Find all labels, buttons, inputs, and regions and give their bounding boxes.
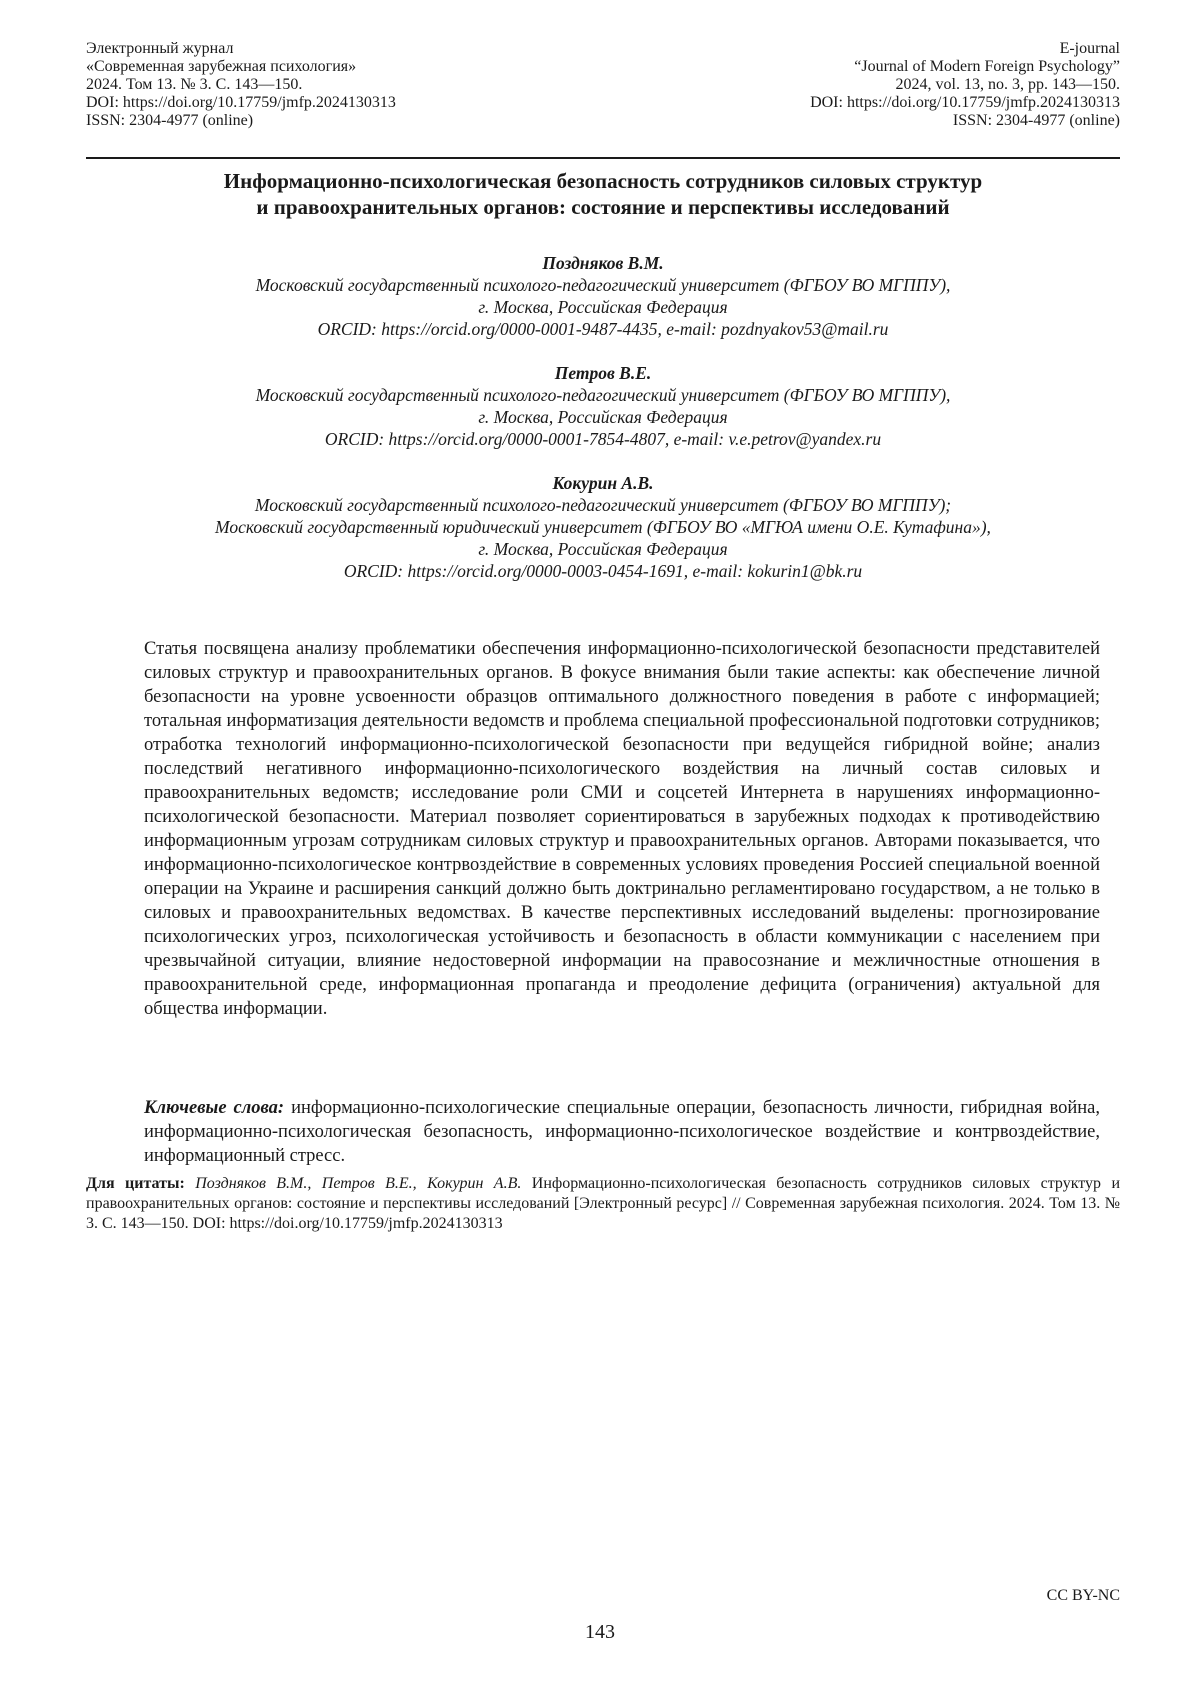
author-location: г. Москва, Российская Федерация: [478, 539, 728, 559]
title-line: Информационно-психологическая безопасность сотрудников силовых структур: [223, 169, 983, 193]
author-affiliation: Московский государственный психолого-педагогический университет (ФГБОУ ВО МГППУ);: [254, 495, 952, 515]
header-left-line: 2024. Том 13. № 3. С. 143—150.: [86, 76, 303, 93]
header-left-line: «Современная зарубежная психология»: [86, 58, 357, 75]
keywords-text: информационно-психологические специальные операции, безопасность личности, гибридная война, информационно-психологическая безопасность, информационно-психологическое воздействие и контрвоздействие, информационный стресс.: [144, 1098, 1100, 1166]
keywords-label: Ключевые слова:: [144, 1098, 285, 1118]
license-label: CC BY-NC: [1046, 1587, 1120, 1604]
header-right-english: [810, 40, 1120, 130]
author-block: [86, 362, 1120, 450]
header-left-doi[interactable]: DOI: https://doi.org/10.17759/jmfp.2024130313: [86, 94, 396, 111]
header-divider: [86, 157, 1120, 159]
author-name: Поздняков В.М.: [542, 253, 664, 273]
header-right-line: E-journal: [1059, 40, 1120, 57]
abstract-text: Статья посвящена анализу проблематики обеспечения информационно-психологической безопасности представителей силовых структур и правоохранительных органов. В фокусе внимания были такие аспекты: как обеспечение личной безопасности на уровне усвоенности образцов оптимального должностного поведения в работе с информацией; тотальная информатизация деятельности ведомств и проблема специальной профессиональной подготовки сотрудников; отработка технологий информационно-психологической безопасности при ведущейся гибридной войне; анализ последствий негативного информационно-психологического воздействия на личный состав силовых и правоохранительных ведомств; исследование роли СМИ и соцсетей Интернета в нарушениях информационно-психологической безопасности. Материал позволяет сориентироваться в зарубежных подходах к противодействию информационным угрозам сотрудникам силовых структур и правоохранительных органов. Авторами показывается, что информационно-психологическое контрвоздействие в современных условиях проведения Россией специальной военной операции на Украине и расширения санкций должно быть доктринально регламентировано государством, а не только в силовых и правоохранительных ведомствах. В качестве перспективных исследований выделены: прогнозирование психологических угроз, психологическая устойчивость и безопасность в области коммуникации с населением при чрезвычайной ситуации, влияние недостоверной информации на правосознание и межличностные отношения в правоохранительной среде, информационная пропаганда и преодоление дефицита (ограничения) актуальной для общества информации.: [144, 639, 1100, 1019]
authors-section: [86, 252, 1120, 604]
author-contact[interactable]: ORCID: https://orcid.org/0000-0003-0454-1691, e-mail: kokurin1@bk.ru: [343, 561, 863, 581]
header-left-russian: [86, 40, 396, 130]
author-affiliation: Московский государственный юридический университет (ФГБОУ ВО «МГЮА имени О.Е. Кутафина»),: [215, 517, 991, 537]
keywords: [144, 1096, 1100, 1168]
citation-label: Для цитаты:: [86, 1175, 185, 1192]
author-name: Кокурин А.В.: [552, 473, 654, 493]
header-right-line: 2024, vol. 13, no. 3, pp. 143—150.: [895, 76, 1120, 93]
header-right-line: “Journal of Modern Foreign Psychology”: [854, 58, 1120, 75]
citation: [86, 1174, 1120, 1234]
author-affiliation: Московский государственный психолого-педагогический университет (ФГБОУ ВО МГППУ),: [255, 385, 951, 405]
author-block: [86, 252, 1120, 340]
author-name: Петров В.Е.: [554, 363, 652, 383]
header-left-line: Электронный журнал: [86, 40, 234, 57]
header-left-line: ISSN: 2304-4977 (online): [86, 112, 254, 129]
author-affiliation: Московский государственный психолого-педагогический университет (ФГБОУ ВО МГППУ),: [255, 275, 951, 295]
abstract: [144, 637, 1100, 1021]
author-contact[interactable]: ORCID: https://orcid.org/0000-0001-7854-4807, e-mail: v.e.petrov@yandex.ru: [324, 429, 882, 449]
citation-text: Информационно-психологическая безопасность сотрудников силовых структур и правоохранительных органов: состояние и перспективы исследований [Электронный ресурс] // Современная зарубежная психология. 2024. Том 13. № 3. С. 143—150. DOI: https://doi.org/10.17759/jmfp.2024130313: [86, 1175, 1121, 1232]
author-location: г. Москва, Российская Федерация: [478, 407, 728, 427]
citation-authors: Поздняков В.М., Петров В.Е., Кокурин А.В.: [195, 1175, 522, 1192]
author-location: г. Москва, Российская Федерация: [478, 297, 728, 317]
header-right-line: ISSN: 2304-4977 (online): [952, 112, 1120, 129]
author-contact[interactable]: ORCID: https://orcid.org/0000-0001-9487-4435, e-mail: pozdnyakov53@mail.ru: [317, 319, 889, 339]
header-right-doi[interactable]: DOI: https://doi.org/10.17759/jmfp.2024130313: [810, 94, 1120, 111]
author-block: [86, 472, 1120, 582]
title-line: и правоохранительных органов: состояние и перспективы исследований: [256, 195, 950, 219]
article-title: [86, 168, 1120, 220]
page-number: 143: [585, 1621, 615, 1643]
